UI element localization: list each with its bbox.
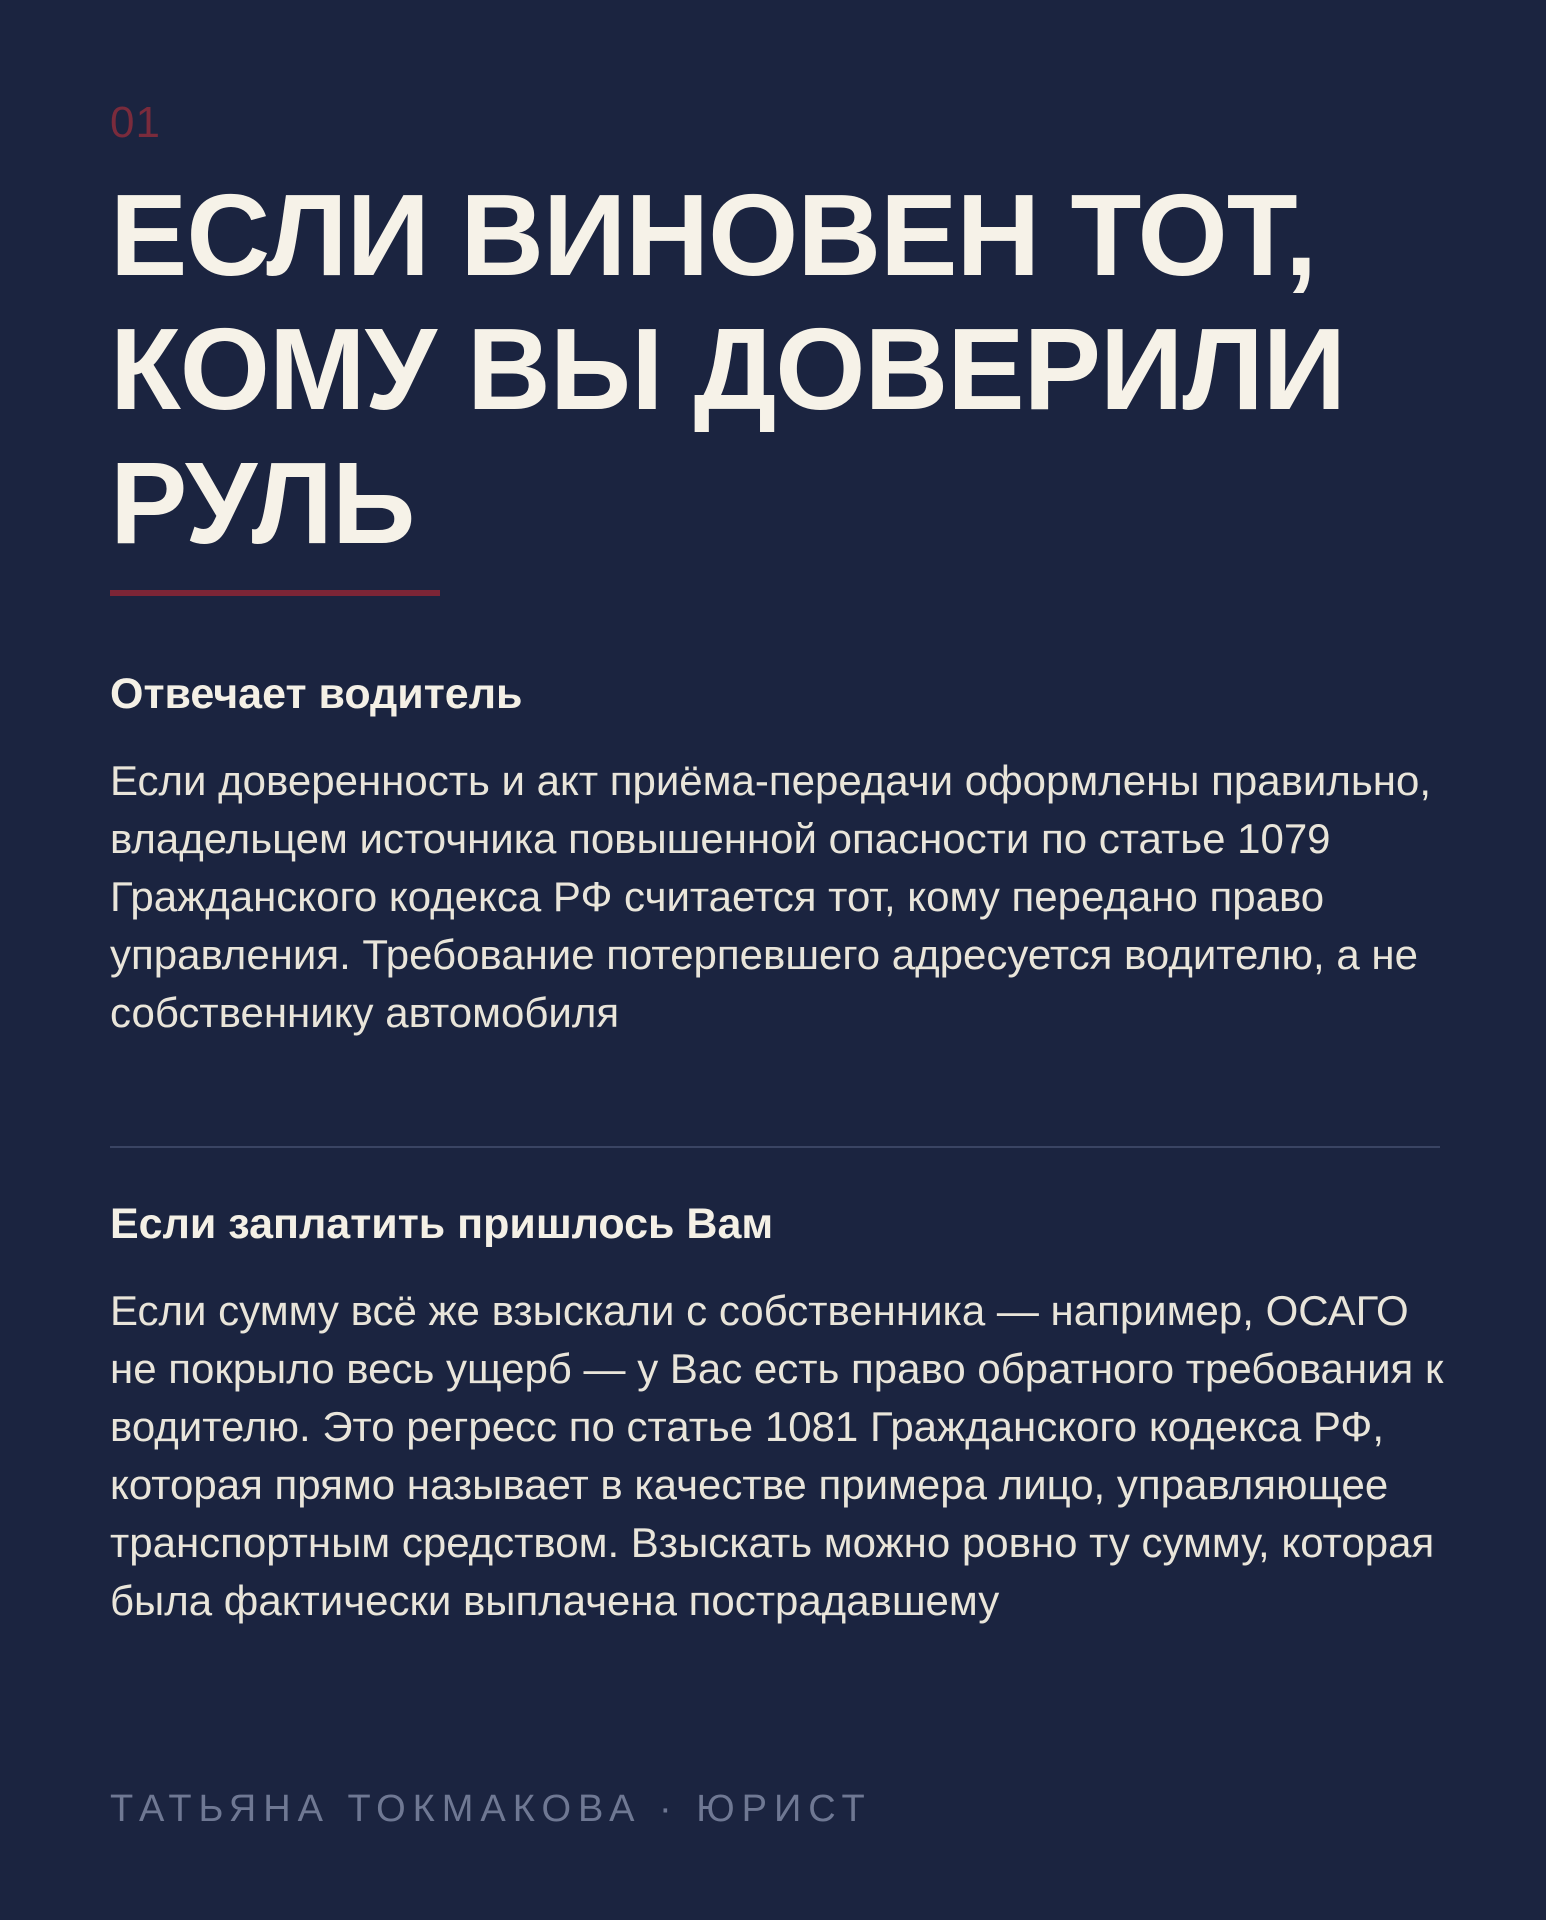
section-heading: Отвечает водитель bbox=[110, 670, 523, 718]
slide bbox=[110, 0, 1444, 1920]
author-footer: ТАТЬЯНА ТОКМАКОВА · ЮРИСТ bbox=[110, 1788, 872, 1830]
slide-number: 01 bbox=[110, 98, 161, 147]
section-body: Если сумму всё же взыскали с собственника — например, ОСАГО не покрыло весь ущерб — у Вас есть право обратного требования к водителю. Это регресс по статье 1081 Гражданского кодекса РФ, которая прямо называет в качестве примера лицо, управляющее транспортным средством. Взыскать можно ровно ту сумму, которая была фактически выплачена пострадавшему bbox=[110, 1287, 1444, 1624]
section-heading: Если заплатить пришлось Вам bbox=[110, 1200, 774, 1248]
section-body: Если доверенность и акт приёма-передачи оформлены правильно, владельцем источника повышенной опасности по статье 1079 Гражданского кодекса РФ считается тот, кому передано право управления. Требование потерпевшего адресуется водителю, а не собственнику автомобиля bbox=[110, 757, 1431, 1036]
section-driver-responsible bbox=[110, 664, 1445, 1042]
section-divider bbox=[110, 1146, 1440, 1148]
accent-divider bbox=[110, 590, 440, 596]
section-owner-paid bbox=[110, 1194, 1445, 1630]
slide-title: ЕСЛИ ВИНОВЕН ТОТ, КОМУ ВЫ ДОВЕРИЛИ РУЛЬ bbox=[110, 170, 1346, 568]
